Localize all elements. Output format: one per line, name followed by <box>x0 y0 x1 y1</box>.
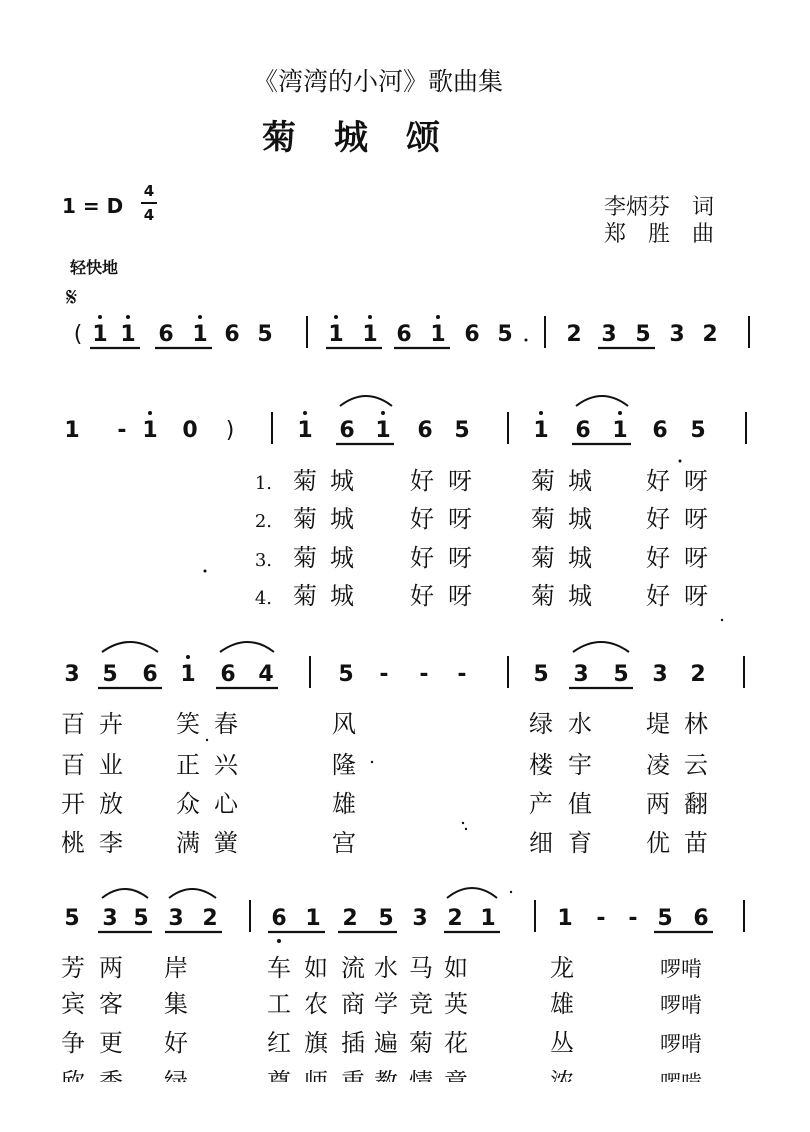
score-line-2 <box>64 396 746 610</box>
slur <box>169 889 216 898</box>
note: 6 <box>142 662 158 687</box>
note: 6 <box>396 322 412 347</box>
lyric-syllable: 插 <box>341 1029 365 1057</box>
lyric-syllable: 呀 <box>448 544 472 572</box>
verse-number: 3. <box>254 550 272 571</box>
octave-dot <box>436 315 440 319</box>
lyric-syllable: 兴 <box>214 751 238 779</box>
note: 5 <box>378 906 394 931</box>
lyric-syllable: 如 <box>304 954 328 982</box>
note: 6 <box>464 322 480 347</box>
note: - <box>379 662 389 687</box>
verse-block-line-4 <box>61 954 702 1057</box>
octave-dot <box>204 570 207 573</box>
note: 6 <box>271 906 287 931</box>
note: 2 <box>202 906 218 931</box>
octave-dot <box>539 411 543 415</box>
note: 3 <box>102 906 118 931</box>
note: - <box>457 662 467 687</box>
lyric-syllable: 如 <box>444 954 468 982</box>
lyric-syllable: 桃 <box>61 829 85 857</box>
lyric-syllable: 好 <box>410 505 434 533</box>
note: 6 <box>224 322 240 347</box>
lyric-syllable: 产 <box>529 790 553 818</box>
note: 5 <box>133 906 149 931</box>
lyric-syllable: 细 <box>529 829 553 857</box>
note: 5 <box>64 906 80 931</box>
slur <box>340 396 392 406</box>
lyric-syllable: 菊 <box>293 582 317 610</box>
note: - <box>628 906 638 931</box>
lyric-syllable: 城 <box>330 582 354 610</box>
lyric-syllable: 意 <box>444 1068 468 1096</box>
lyric-syllable: 优 <box>646 829 670 857</box>
lyric-syllable: 农 <box>304 990 328 1018</box>
lyric-syllable: 业 <box>99 751 123 779</box>
note: 4 <box>258 662 274 687</box>
note: 5 <box>613 662 629 687</box>
note: - <box>419 662 429 687</box>
lyric-syllable: 教 <box>374 1068 398 1096</box>
score-line-1 <box>74 315 749 348</box>
note: 5 <box>454 418 470 443</box>
lyric-syllable: 宾 <box>61 990 85 1018</box>
lyric-syllable: 呀 <box>448 467 472 495</box>
lyric-syllable: 欣 <box>61 1068 85 1096</box>
note: 0 <box>182 418 198 443</box>
lyric-syllable: 楼 <box>529 751 553 779</box>
lyric-syllable: 啰啃 <box>660 993 702 1017</box>
lyric-syllable: 呀 <box>448 505 472 533</box>
collection-subtitle: 《湾湾的小河》歌曲集 <box>253 67 504 96</box>
note: 5 <box>657 906 673 931</box>
lyric-syllable: 好 <box>646 505 670 533</box>
note: 5 <box>257 322 273 347</box>
lyric-syllable: 菊 <box>409 1029 433 1057</box>
lyric-syllable: 城 <box>330 467 354 495</box>
lyric-syllable: 秀 <box>99 1068 123 1096</box>
note: 3 <box>64 662 80 687</box>
octave-dot <box>462 822 464 824</box>
lyric-syllable: 啰啃 <box>660 1071 702 1095</box>
lyric-syllable: 旗 <box>304 1029 328 1057</box>
lyric-syllable: 城 <box>568 505 592 533</box>
note: 1 <box>64 418 80 443</box>
note: 5 <box>338 662 354 687</box>
note: 1 <box>180 662 196 687</box>
measure-1 <box>90 315 273 348</box>
note: 2 <box>447 906 463 931</box>
slur <box>573 642 629 652</box>
slur <box>576 396 628 406</box>
lyric-syllable: 雄 <box>332 790 356 818</box>
lyric-syllable: 争 <box>61 1029 85 1057</box>
lyric-syllable: 卉 <box>99 710 123 738</box>
lyric-syllable: 好 <box>164 1029 188 1057</box>
note: 6 <box>575 418 591 443</box>
lyric-syllable: 好 <box>410 467 434 495</box>
lyric-syllable: 马 <box>409 954 433 982</box>
note: 3 <box>669 322 685 347</box>
note: 1 <box>557 906 573 931</box>
verse-block-line-3 <box>61 710 708 857</box>
note: 2 <box>566 322 582 347</box>
octave-dot <box>381 411 385 415</box>
verse-number: 2. <box>254 511 272 532</box>
note: 1 <box>375 418 391 443</box>
lyric-syllable: 学 <box>374 990 398 1018</box>
lyric-syllable: 更 <box>99 1029 123 1057</box>
note: 3 <box>652 662 668 687</box>
lyric-syllable: 花 <box>444 1029 468 1057</box>
lyric-syllable: 好 <box>646 544 670 572</box>
lyric-syllable: 李 <box>99 829 123 857</box>
octave-dot <box>371 761 373 763</box>
lyric-syllable: 水 <box>568 710 592 738</box>
note: 1 <box>192 322 208 347</box>
note: 2 <box>702 322 718 347</box>
octave-dot <box>525 339 528 342</box>
lyric-syllable: 尊 <box>267 1068 291 1096</box>
lyric-syllable: 绿 <box>164 1068 188 1096</box>
key-signature: 1 = D <box>62 194 124 218</box>
note: 1 <box>533 418 549 443</box>
lyric-syllable: 菊 <box>293 467 317 495</box>
note: - <box>596 906 606 931</box>
lyric-syllable: 师 <box>304 1068 328 1096</box>
note: 6 <box>417 418 433 443</box>
octave-dot <box>334 315 338 319</box>
octave-dot <box>679 460 682 463</box>
lyric-syllable: 菊 <box>293 505 317 533</box>
lyric-syllable: 隆 <box>332 751 356 779</box>
lyric-syllable: 春 <box>214 710 238 738</box>
lyric-syllable: 啰啃 <box>660 1032 702 1056</box>
note: 3 <box>573 662 589 687</box>
octave-dot <box>303 411 307 415</box>
lyric-syllable: 堤 <box>646 710 670 738</box>
lyric-syllable: 客 <box>99 990 123 1018</box>
lyric-syllable: 值 <box>568 790 592 818</box>
lyric-syllable: 凌 <box>646 751 670 779</box>
note: 1 <box>305 906 321 931</box>
lyric-syllable: 竞 <box>409 990 433 1018</box>
lyric-syllable: 宫 <box>332 829 356 857</box>
lyric-syllable: 城 <box>568 544 592 572</box>
lyric-syllable: 翻 <box>684 790 708 818</box>
measure-5 <box>297 396 469 444</box>
octave-dot <box>618 411 622 415</box>
lyric-syllable: 浓 <box>550 1068 574 1096</box>
octave-dot <box>206 739 208 741</box>
open-paren: ( <box>73 322 83 347</box>
note: - <box>117 418 127 443</box>
lyric-syllable: 云 <box>684 751 708 779</box>
octave-dot <box>198 315 202 319</box>
lyric-syllable: 两 <box>99 954 123 982</box>
lyric-syllable: 工 <box>267 990 291 1018</box>
lyric-syllable: 商 <box>341 990 365 1018</box>
lyric-syllable: 苗 <box>684 829 708 857</box>
note: 5 <box>102 662 118 687</box>
note: 1 <box>328 322 344 347</box>
octave-dot <box>721 619 723 621</box>
lyric-syllable: 两 <box>646 790 670 818</box>
lyric-syllable: 正 <box>176 751 200 779</box>
note: 6 <box>339 418 355 443</box>
cropped-verse-row <box>61 1068 702 1096</box>
note: 3 <box>412 906 428 931</box>
measure-6 <box>533 396 705 444</box>
octave-dot <box>465 828 467 830</box>
lyric-syllable: 城 <box>330 544 354 572</box>
octave-dot <box>186 655 190 659</box>
lyric-syllable: 林 <box>684 710 708 738</box>
lyric-syllable: 笑 <box>176 710 200 738</box>
tempo-marking: 轻快地 <box>70 258 119 277</box>
lyric-syllable: 百 <box>61 751 85 779</box>
octave-dot <box>98 315 102 319</box>
lyric-syllable: 好 <box>410 582 434 610</box>
score-line-3 <box>61 642 744 857</box>
note: 1 <box>612 418 628 443</box>
verse-number: 1. <box>254 473 272 494</box>
lyric-syllable: 重 <box>341 1068 365 1096</box>
lyric-syllable: 菊 <box>531 582 555 610</box>
octave-dot <box>368 315 372 319</box>
lyric-syllable: 岸 <box>164 954 188 982</box>
lyric-syllable: 菊 <box>531 505 555 533</box>
composer-credit: 郑 胜 曲 <box>604 222 715 247</box>
lyric-syllable: 开 <box>61 790 85 818</box>
lyric-syllable: 风 <box>332 710 356 738</box>
lyric-syllable: 菊 <box>531 544 555 572</box>
slur <box>102 889 148 898</box>
verse-number: 4. <box>254 588 272 609</box>
lyric-syllable: 城 <box>568 467 592 495</box>
lyric-syllable: 呀 <box>684 467 708 495</box>
verse-block-line-2 <box>255 467 708 610</box>
note: 1 <box>120 322 136 347</box>
octave-dot <box>277 939 281 943</box>
lyric-syllable: 集 <box>164 990 188 1018</box>
lyric-syllable: 车 <box>267 954 291 982</box>
lyric-syllable: 呀 <box>684 544 708 572</box>
note: 5 <box>497 322 513 347</box>
note: 1 <box>142 418 158 443</box>
lyric-syllable: 呀 <box>684 582 708 610</box>
note: ) <box>225 418 235 443</box>
note: 1 <box>430 322 446 347</box>
lyric-syllable: 水 <box>374 954 398 982</box>
lyric-syllable: 城 <box>568 582 592 610</box>
score-line-4 <box>61 888 744 1096</box>
measure-2 <box>326 315 528 348</box>
lyric-syllable: 情 <box>409 1068 433 1096</box>
note: 1 <box>297 418 313 443</box>
lyric-syllable: 菊 <box>531 467 555 495</box>
lyric-syllable: 龙 <box>550 954 574 982</box>
lyric-syllable: 雄 <box>550 990 574 1018</box>
note: 1 <box>362 322 378 347</box>
note: 5 <box>533 662 549 687</box>
lyric-syllable: 芳 <box>61 954 85 982</box>
lyric-syllable: 黉 <box>214 829 238 857</box>
note: 2 <box>342 906 358 931</box>
lyric-syllable: 流 <box>341 954 365 982</box>
lyric-syllable: 绿 <box>529 710 553 738</box>
lyric-syllable: 好 <box>410 544 434 572</box>
lyric-syllable: 红 <box>267 1029 291 1057</box>
note: 5 <box>635 322 651 347</box>
lyric-syllable: 菊 <box>293 544 317 572</box>
lyric-syllable: 宇 <box>568 751 592 779</box>
lyric-syllable: 呀 <box>448 582 472 610</box>
note: 2 <box>690 662 706 687</box>
lyric-syllable: 众 <box>176 790 200 818</box>
song-title: 菊 城 颂 <box>262 118 442 158</box>
note: 1 <box>92 322 108 347</box>
lyric-syllable: 城 <box>330 505 354 533</box>
lyric-syllable: 遍 <box>374 1029 398 1057</box>
lyric-syllable: 百 <box>61 710 85 738</box>
note: 3 <box>168 906 184 931</box>
note: 6 <box>158 322 174 347</box>
lyric-syllable: 英 <box>444 990 468 1018</box>
lyric-syllable: 啰啃 <box>660 957 702 981</box>
segno-icon: 𝄋 <box>66 283 78 313</box>
slur <box>447 888 497 898</box>
lyric-syllable: 好 <box>646 467 670 495</box>
time-signature-bottom: 4 <box>143 206 155 224</box>
note: 5 <box>690 418 706 443</box>
lyric-syllable: 满 <box>176 829 200 857</box>
note: 1 <box>480 906 496 931</box>
note: 6 <box>220 662 236 687</box>
measure-3 <box>566 322 717 348</box>
lyric-syllable: 心 <box>214 790 238 818</box>
lyric-syllable: 好 <box>646 582 670 610</box>
lyric-syllable: 丛 <box>550 1029 574 1057</box>
time-signature-top: 4 <box>143 182 155 200</box>
note: 3 <box>601 322 617 347</box>
octave-dot <box>148 411 152 415</box>
slur <box>220 642 274 652</box>
lyric-syllable: 育 <box>568 829 592 857</box>
note: 6 <box>693 906 709 931</box>
octave-dot <box>510 891 512 893</box>
lyricist-credit: 李炳芬 词 <box>604 195 715 220</box>
octave-dot <box>126 315 130 319</box>
slur <box>102 642 158 652</box>
lyric-syllable: 放 <box>99 790 123 818</box>
note: 6 <box>652 418 668 443</box>
lyric-syllable: 呀 <box>684 505 708 533</box>
